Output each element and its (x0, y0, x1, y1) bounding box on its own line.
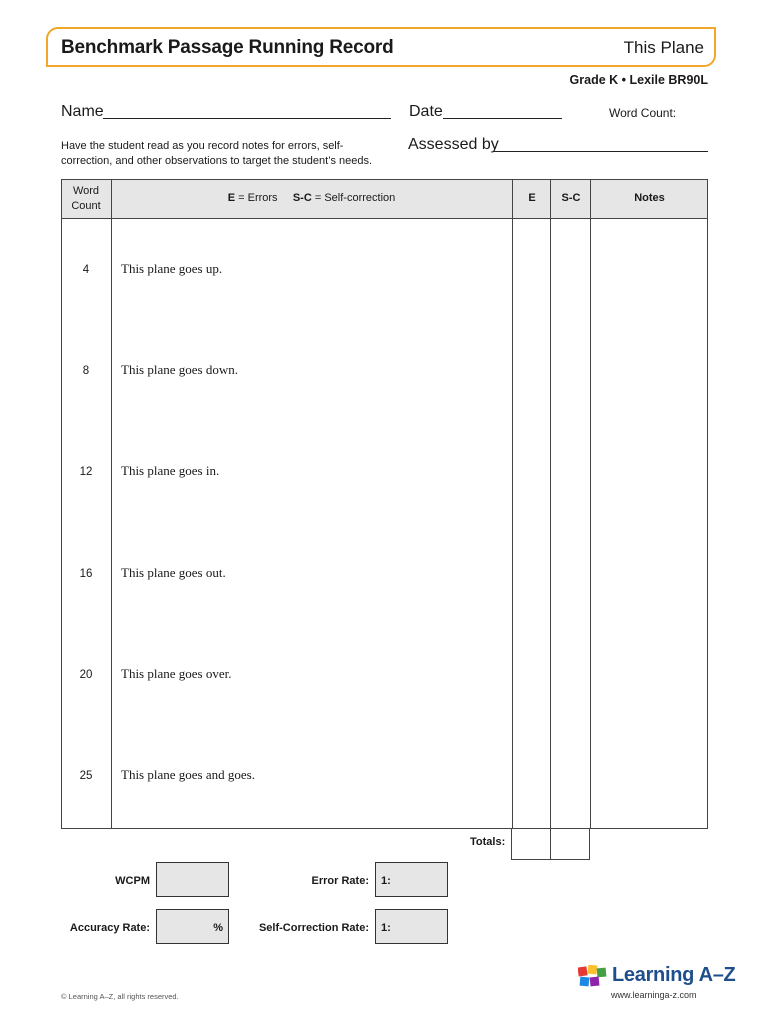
copyright-text: © Learning A–Z, all rights reserved. (61, 992, 179, 1001)
row-word-count: 4 (82, 264, 90, 276)
table-header (62, 180, 707, 219)
legend-sc-text: = Self-correction (314, 192, 396, 204)
accuracy-rate-label: Accuracy Rate: (69, 922, 150, 934)
learning-az-logo-icon (578, 965, 608, 989)
passage-sentence: This plane goes over. (121, 666, 232, 681)
passage-sentence: This plane goes in. (121, 463, 220, 478)
passage-sentence: This plane goes up. (121, 261, 223, 276)
running-record-table (61, 179, 708, 829)
self-correction-rate-box[interactable]: 1: (375, 909, 448, 944)
column-divider (111, 180, 112, 828)
header-banner (46, 27, 716, 67)
legend-e-text: = Errors (238, 192, 278, 204)
header-word-count: Word Count (71, 185, 101, 212)
legend-sc-key: S-C (292, 192, 312, 204)
column-divider (512, 180, 513, 828)
assessed-by-field[interactable] (494, 151, 708, 152)
website-url[interactable]: www.learninga-z.com (611, 990, 697, 1000)
column-divider (550, 180, 551, 828)
row-word-count: 16 (79, 568, 93, 580)
column-divider (590, 180, 591, 828)
passage-sentence: This plane goes out. (121, 565, 226, 580)
totals-self-correction-box[interactable] (550, 829, 590, 860)
learning-az-logo-text: Learning A–Z (612, 964, 736, 986)
header-self-correction: S-C (561, 192, 581, 204)
wcpm-box[interactable] (156, 862, 229, 897)
book-title: This Plane (623, 38, 704, 57)
wcpm-label: WCPM (115, 875, 150, 887)
assessed-by-label: Assessed by (408, 136, 499, 153)
document-title: Benchmark Passage Running Record (61, 37, 394, 58)
legend-e-key: E (227, 192, 236, 204)
name-label: Name (61, 103, 104, 120)
passage-sentence: This plane goes down. (121, 362, 238, 377)
header-notes: Notes (634, 192, 665, 204)
name-field[interactable] (103, 118, 391, 119)
self-correction-rate-label: Self-Correction Rate: (258, 922, 369, 934)
header-legend (111, 192, 512, 204)
totals-errors-box[interactable] (511, 829, 551, 860)
instructions-text: Have the student read as you record notes for errors, self-correction, and other observations to target the student’s needs. (61, 140, 373, 167)
header-errors: E (528, 192, 536, 204)
totals-label: Totals: (470, 836, 506, 848)
error-rate-box[interactable]: 1: (375, 862, 448, 897)
grade-lexile-info: Grade K • Lexile BR90L (569, 73, 708, 87)
passage-sentence: This plane goes and goes. (121, 767, 255, 782)
row-word-count: 8 (82, 365, 90, 377)
word-count-label: Word Count: (609, 106, 677, 120)
row-word-count: 20 (79, 669, 93, 681)
accuracy-rate-box[interactable]: % (156, 909, 229, 944)
date-field[interactable] (443, 118, 562, 119)
date-label: Date (409, 103, 443, 120)
row-word-count: 12 (79, 466, 93, 478)
row-word-count: 25 (79, 770, 93, 782)
error-rate-label: Error Rate: (311, 875, 369, 887)
